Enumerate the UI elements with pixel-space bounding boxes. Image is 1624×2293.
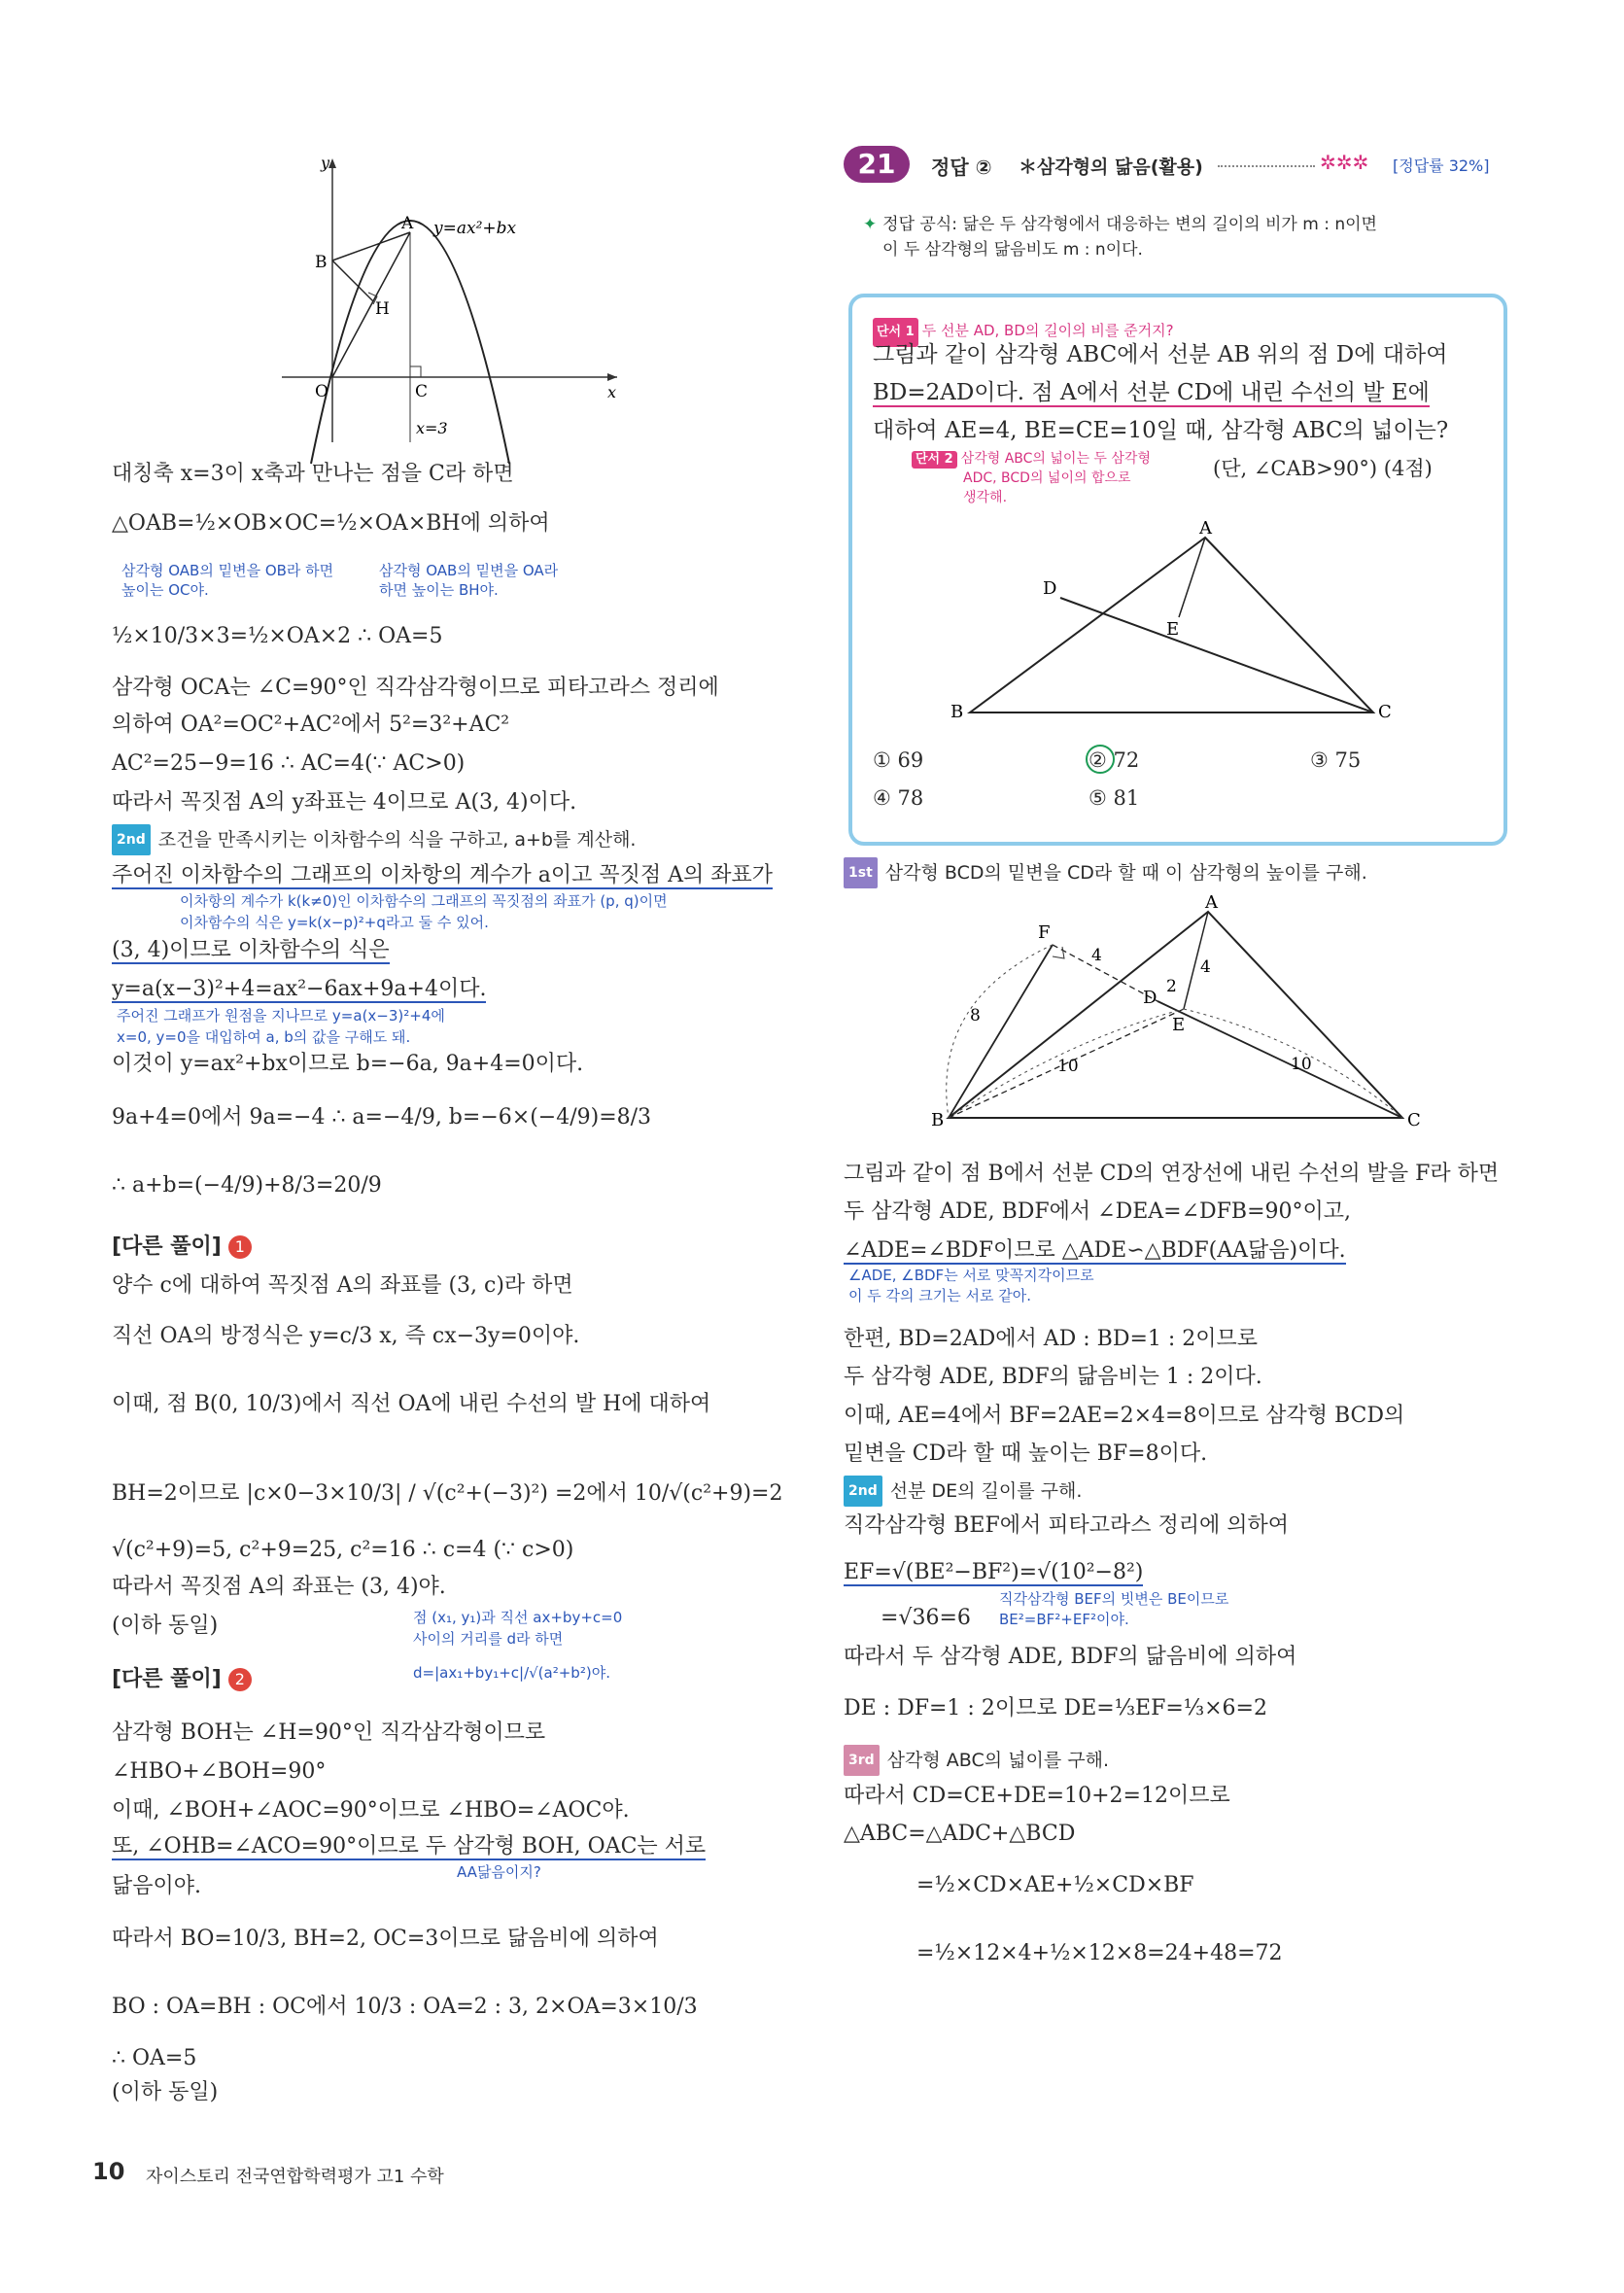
fig-A: A [1199,518,1212,539]
formula-box: ✦ 정답 공식: 닮은 두 삼각형에서 대응하는 변의 길이의 비가 m : n이면 이 두 삼각형의 닮음비도 m : n이다. [863,212,1495,262]
line: 대칭축 x=3이 x축과 만나는 점을 C라 하면 [112,462,514,486]
line: 직각삼각형 BEF에서 피타고라스 정리에 의하여 [844,1513,1290,1538]
question-line: 그림과 같이 삼각형 ABC에서 선분 AB 위의 점 D에 대하여 [873,342,1448,367]
note: d=|ax₁+by₁+c|/√(a²+b²)야. [413,1664,610,1682]
line: ∠ADE=∠BDF이므로 △ADE∽△BDF(AA닮음)이다. [844,1238,1346,1263]
line: 따라서 꼭짓점 A의 좌표는 (3, 4)야. [112,1575,446,1599]
line: =√36=6 [881,1606,971,1630]
line: √(c²+9)=5, c²+9=25, c²=16 ∴ c=4 (∵ c>0) [112,1538,574,1562]
line: (이하 동일) [112,1614,219,1638]
solution-figure [931,892,1421,1137]
line: △ABC=△ADC+△BCD [844,1822,1076,1846]
graph-A: A [401,214,414,233]
fig2-len: 10 [1291,1055,1312,1074]
fig2-len: 4 [1200,957,1211,977]
line: (이하 동일) [112,2080,219,2104]
footer-title: 자이스토리 전국연합학력평가 고1 수학 [146,2167,444,2187]
step-badge-1st: 1st [844,857,878,888]
step-badge-2nd: 2nd [112,824,151,855]
line: 9a+4=0에서 9a=−4 ∴ a=−4/9, b=−6×(−4/9)=8/3 [112,1105,652,1129]
answer-label: 정답 ② [931,156,992,179]
page-number: 10 [92,2158,125,2185]
line: 또, ∠OHB=∠ACO=90°이므로 두 삼각형 BOH, OAC는 서로 [112,1834,707,1859]
step-title: 삼각형 ABC의 넓이를 구해. [886,1750,1109,1771]
step-badge-3rd: 3rd [844,1745,880,1776]
question-line: BD=2AD이다. 점 A에서 선분 CD에 내린 수선의 발 E에 [873,380,1430,405]
line: 두 삼각형 ADE, BDF의 닮음비는 1 : 2이다. [844,1365,1262,1389]
alt-badge: 1 [228,1235,252,1259]
triangle-figure [950,510,1398,724]
fig2-F: F [1038,922,1051,943]
fig2-C: C [1407,1110,1421,1130]
hint: 두 선분 AD, BD의 길이의 비를 준거지? [921,322,1174,339]
fig2-E: E [1172,1015,1186,1035]
step-title: 선분 DE의 길이를 구해. [889,1480,1083,1502]
line: y=a(x−3)²+4=ax²−6ax+9a+4이다. [112,977,487,1001]
line: 그림과 같이 점 B에서 선분 CD의 연장선에 내린 수선의 발을 F라 하면 [844,1162,1500,1186]
fig2-A: A [1205,892,1218,913]
line: 밑변을 CD라 할 때 높이는 BF=8이다. [844,1442,1208,1466]
graph-eq: y=ax²+bx [433,219,517,238]
line: AC²=25−9=16 ∴ AC=4(∵ AC>0) [112,751,466,776]
line: 두 삼각형 ADE, BDF에서 ∠DEA=∠DFB=90°이고, [844,1199,1352,1224]
line: ∠HBO+∠BOH=90° [112,1759,327,1784]
hint-tag: 단서 1 [873,318,918,347]
choice-2[interactable]: ② 72 [1088,748,1140,772]
fig-D: D [1043,578,1057,599]
note: 삼각형 OAB의 밑변을 OB라 하면 [121,562,334,579]
line: ½×10/3×3=½×OA×2 ∴ OA=5 [112,624,443,648]
line: 양수 c에 대하여 꼭짓점 A의 좌표를 (3, c)라 하면 [112,1273,573,1298]
graph-H: H [375,299,390,319]
line: 닮음이야. [112,1874,202,1898]
line: (3, 4)이므로 이차함수의 식은 [112,938,390,962]
note: 이 두 각의 크기는 서로 같아. [848,1287,1031,1304]
line: DE : DF=1 : 2이므로 DE=⅓EF=⅓×6=2 [844,1696,1267,1720]
leader-dots [1218,165,1315,167]
note: 이차항의 계수가 k(k≠0)인 이차함수의 그래프의 꼭짓점의 좌표가 (p, q)이면 [180,892,668,910]
correct-circle [1086,745,1115,774]
note: 삼각형 OAB의 밑변을 OA라 [379,562,559,579]
choice-1[interactable]: ① 69 [873,748,924,772]
line: 이때, 점 B(0, 10/3)에서 직선 OA에 내린 수선의 발 H에 대하여 [112,1392,711,1416]
graph-y-label: y [321,154,330,172]
step-title: 조건을 만족시키는 이차함수의 식을 구하고, a+b를 계산해. [157,829,637,851]
fig2-B: B [931,1110,945,1130]
problem-number: 21 [844,146,910,183]
line: 주어진 이차함수의 그래프의 이차항의 계수가 a이고 꼭짓점 A의 좌표가 [112,863,774,887]
line: 의하여 OA²=OC²+AC²에서 5²=3²+AC² [112,712,510,737]
alt-badge: 2 [228,1668,252,1691]
line: 따라서 두 삼각형 ADE, BDF의 닮음비에 의하여 [844,1645,1297,1669]
fig-E: E [1166,619,1180,640]
formula-line: 정답 공식: 닮은 두 삼각형에서 대응하는 변의 길이의 비가 m : n이면 [882,215,1377,234]
fig-B: B [950,702,964,722]
graph-x-label: x [607,383,617,401]
line: BO : OA=BH : OC에서 10/3 : OA=2 : 3, 2×OA=3×10/3 [112,1995,698,2019]
line: 직선 OA의 방정식은 y=c/3 x, 즉 cx−3y=0이야. [112,1324,580,1348]
alt-solution-heading: [다른 풀이] [112,1667,222,1691]
line: △OAB=½×OB×OC=½×OA×BH에 의하여 [112,511,550,536]
question-line: 대하여 AE=4, BE=CE=10일 때, 삼각형 ABC의 넓이는? [873,418,1449,443]
note: 사이의 거리를 d라 하면 [413,1630,564,1648]
graph-B: B [315,253,328,272]
question-line: (단, ∠CAB>90°) (4점) [1213,457,1433,480]
note: x=0, y=0을 대입하여 a, b의 값을 구해도 돼. [117,1028,411,1046]
choice-3[interactable]: ③ 75 [1310,748,1362,772]
topic-label: ＊삼각형의 닮음(활용) [1019,156,1203,178]
fig2-len: 10 [1057,1057,1079,1076]
step-title: 삼각형 BCD의 밑변을 CD라 할 때 이 삼각형의 높이를 구해. [884,862,1367,884]
line: BH=2이므로 |c×0−3×10/3| / √(c²+(−3)²) =2에서 10/√(c²+9)=2 [112,1481,783,1506]
line: 삼각형 OCA는 ∠C=90°인 직각삼각형이므로 피타고라스 정리에 [112,676,719,700]
problem-header [844,146,1503,183]
hint: ADC, BCD의 넓이의 합으로 [963,470,1131,486]
graph-x3: x=3 [416,419,448,437]
line: ∴ a+b=(−4/9)+8/3=20/9 [112,1173,382,1198]
line: 따라서 CD=CE+DE=10+2=12이므로 [844,1784,1230,1808]
note: 하면 높이는 BH야. [379,581,499,599]
hint: 삼각형 ABC의 넓이는 두 삼각형 [960,451,1151,467]
note: 직각삼각형 BEF의 빗변은 BE이므로 [999,1590,1229,1608]
line: 이때, ∠BOH+∠AOC=90°이므로 ∠HBO=∠AOC야. [112,1798,630,1823]
fig-C: C [1378,702,1392,722]
line: ∴ OA=5 [112,2046,197,2070]
fig2-len: 8 [970,1006,981,1025]
fig2-len: 2 [1166,977,1177,996]
line: 따라서 꼭짓점 A의 y좌표는 4이므로 A(3, 4)이다. [112,790,577,815]
step-badge-2nd: 2nd [844,1476,882,1507]
note: ∠ADE, ∠BDF는 서로 맞꼭지각이므로 [848,1267,1094,1284]
note: 주어진 그래프가 원점을 지나므로 y=a(x−3)²+4에 [117,1007,445,1025]
line: EF=√(BE²−BF²)=√(10²−8²) [844,1560,1144,1584]
difficulty-stars: ✲✲✲ [1320,151,1369,174]
line: 삼각형 BOH는 ∠H=90°인 직각삼각형이므로 [112,1720,546,1745]
line: 이때, AE=4에서 BF=2AE=2×4=8이므로 삼각형 BCD의 [844,1404,1405,1428]
graph-C: C [415,382,429,401]
choice-5[interactable]: ⑤ 81 [1088,786,1140,810]
graph-O: O [315,382,328,401]
hint-tag: 단서 2 [912,451,957,469]
line: 이것이 y=ax²+bx이므로 b=−6a, 9a+4=0이다. [112,1052,584,1076]
note: BE²=BF²+EF²이야. [999,1611,1129,1628]
note: 높이는 OC야. [121,581,209,599]
note: 이차함수의 식은 y=k(x−p)²+q라고 둘 수 있어. [180,914,489,931]
hint: 생각해. [963,490,1008,505]
fig2-len: 4 [1091,946,1102,965]
line: 따라서 BO=10/3, BH=2, OC=3이므로 닮음비에 의하여 [112,1927,659,1951]
note: 점 (x₁, y₁)과 직선 ax+by+c=0 [413,1609,623,1626]
fig2-D: D [1143,988,1158,1008]
choice-4[interactable]: ④ 78 [873,786,924,810]
line: 한편, BD=2AD에서 AD : BD=1 : 2이므로 [844,1327,1259,1351]
line: =½×12×4+½×12×8=24+48=72 [916,1941,1283,1965]
line: =½×CD×AE+½×CD×BF [916,1873,1194,1897]
alt-solution-heading: [다른 풀이] [112,1234,222,1259]
parabola-graph [272,151,739,442]
formula-line: 이 두 삼각형의 닮음비도 m : n이다. [882,240,1143,260]
note: AA닮음이지? [457,1863,541,1881]
correct-rate: [정답률 32%] [1393,156,1490,175]
